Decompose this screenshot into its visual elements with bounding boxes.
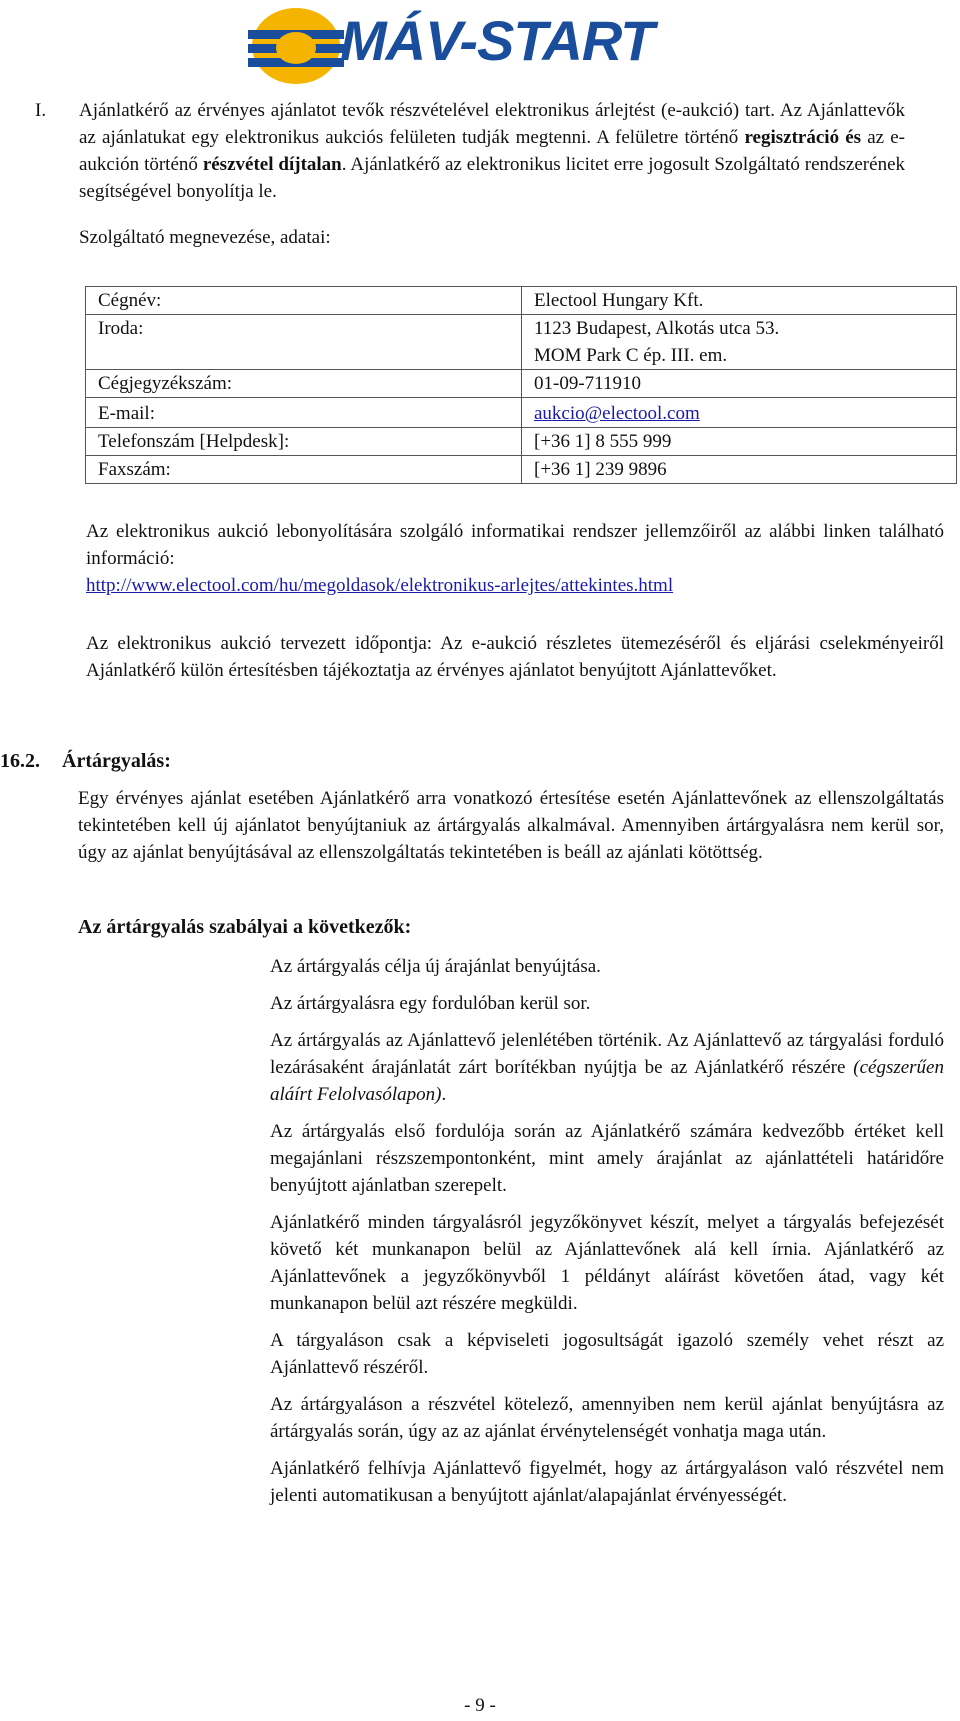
section-i-text: Ajánlatkérő az érvényes ajánlatot tevők részvételével elektronikus árlejtést (e-aukció) tart. Az Ajánlattevők az ajánlatukat egy elektronikus aukciós felületen tudják megtenni. A felületre történő regisztráció és az e-aukción történő részvétel díjtalan. Ajánlatkérő az elektronikus licitet erre jogosult Szolgáltató rendszerének segítségével bonyolítja le.	[79, 100, 905, 202]
list-item: Az ártárgyalás célja új árajánlat benyújtása.	[270, 956, 601, 977]
section-16-2-heading	[0, 748, 171, 775]
table-row	[86, 428, 957, 456]
rules-heading: Az ártárgyalás szabályai a következők:	[78, 916, 412, 938]
section-16-2-paragraph: Egy érvényes ajánlat esetében Ajánlatkérő arra vonatkozó értesítése esetén Ajánlattevőnek az ellenszolgáltatás tekintetében kell új ajánlatot benyújtaniuk az ártárgyalás alkalmával. Amennyiben ártárgyalásra nem kerül sor, úgy az ajánlat benyújtásával az ellenszolgáltatás tekintetében is beáll az ajánlati kötöttség.	[78, 788, 944, 863]
schedule-paragraph: Az elektronikus aukció tervezett időpontja: Az e-aukció részletes ütemezéséről és eljárási cselekményeiről Ajánlatkérő külön értesítésben tájékoztatja az érvényes ajánlatot benyújtott Ajánlattevőket.	[86, 633, 944, 681]
list-item: A tárgyaláson csak a képviseleti jogosultságát igazoló személy vehet részt az Ajánlattevő részéről.	[270, 1330, 944, 1378]
mav-start-logo	[248, 4, 658, 90]
list-item: Az ártárgyalás első fordulója során az Ajánlatkérő számára kedvezőbb értéket kell megajánlani részszempontonként, mint amely árajánlat az ajánlattételi határidőre benyújtott ajánlatban szerepelt.	[270, 1121, 944, 1196]
provider-label: Cégjegyzékszám:	[86, 370, 522, 398]
info-link[interactable]: http://www.electool.com/hu/megoldasok/elektronikus-arlejtes/attekintes.html	[86, 575, 674, 596]
list-item: Az ártárgyalás az Ajánlattevő jelenlétében történik. Az Ajánlattevő az tárgyalási forduló lezárásaként árajánlatát zárt borítékban nyújtja be az Ajánlatkérő részére (cégszerűen aláírt Felolvasólapon).	[270, 1030, 944, 1105]
provider-table	[85, 286, 957, 484]
info-text: Az elektronikus aukció lebonyolítására szolgáló informatikai rendszer jellemzőiről az alábbi linken található információ:	[86, 521, 944, 569]
list-item: Ajánlatkérő minden tárgyalásról jegyzőkönyvet készít, melyet a tárgyalás befejezését követő két munkanapon belül az Ajánlattevőnek alá kell írnia. Ajánlatkérő az Ajánlattevőnek a jegyzőkönyvből 1 példányt aláírást követően átad, vagy két munkanapon belül azt részére megküldi.	[270, 1212, 944, 1314]
provider-label: Iroda:	[86, 315, 522, 343]
email-link[interactable]: aukcio@electool.com	[534, 403, 700, 424]
section-title: Ártárgyalás:	[62, 750, 171, 772]
table-row	[86, 287, 957, 315]
table-row	[86, 370, 957, 398]
provider-value: [+36 1] 8 555 999	[522, 428, 957, 456]
table-row	[86, 315, 957, 343]
provider-value: 01-09-711910	[522, 370, 957, 398]
info-paragraph	[86, 518, 944, 599]
rules-list	[270, 953, 944, 1519]
section-number: 16.2.	[0, 750, 40, 772]
page-number: - 9 -	[464, 1695, 496, 1716]
provider-value: [+36 1] 239 9896	[522, 456, 957, 484]
provider-label	[86, 342, 522, 370]
table-row	[86, 398, 957, 428]
provider-label: Cégnév:	[86, 287, 522, 315]
provider-value: 1123 Budapest, Alkotás utca 53.	[522, 315, 957, 343]
section-i	[35, 97, 905, 205]
section-i-number: I.	[35, 100, 47, 121]
list-item: Az ártárgyaláson a részvétel kötelező, amennyiben nem kerül ajánlat benyújtásra az ártárgyalás során, úgy az az ajánlat érvénytelenségét vonhatja maga után.	[270, 1394, 944, 1442]
table-row	[86, 456, 957, 484]
table-row	[86, 342, 957, 370]
list-item: Az ártárgyalásra egy fordulóban kerül sor.	[270, 993, 591, 1014]
provider-label: Faxszám:	[86, 456, 522, 484]
provider-label: E-mail:	[86, 398, 522, 428]
list-item: Ajánlatkérő felhívja Ajánlattevő figyelmét, hogy az ártárgyaláson való részvétel nem jelenti automatikusan a benyújtott ajánlat/alapajánlat érvényességét.	[270, 1458, 944, 1506]
provider-value: MOM Park C ép. III. em.	[522, 342, 957, 370]
provider-heading: Szolgáltató megnevezése, adatai:	[79, 227, 331, 248]
logo-text: MÁV-START	[340, 9, 654, 72]
logo-emblem-icon	[248, 4, 348, 90]
provider-value: Electool Hungary Kft.	[522, 287, 957, 315]
provider-label: Telefonszám [Helpdesk]:	[86, 428, 522, 456]
